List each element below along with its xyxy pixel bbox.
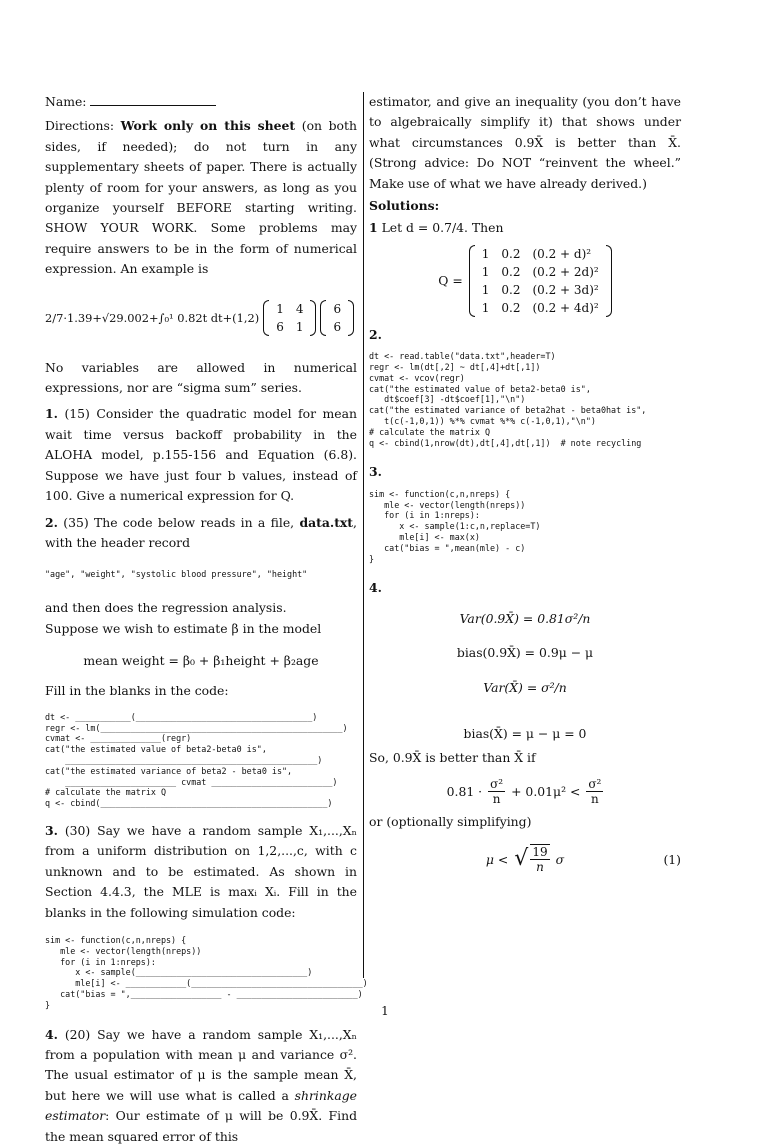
sqrt-icon: √ (514, 846, 529, 872)
solution-1 (369, 218, 681, 238)
equation-number: (1) (663, 852, 681, 868)
fill-blanks-text: Fill in the blanks in the code: (45, 683, 229, 699)
column-divider (363, 92, 364, 978)
example-expr-text: 2/7·1.39+√29.002+∫₀¹ 0.82t dt+(1,2) (45, 310, 260, 325)
q-matrix (469, 245, 612, 317)
example-matrix-2-cell: 6 (333, 319, 342, 334)
q-matrix-cell: (0.2 + 4d)² (532, 300, 599, 315)
name-line (45, 92, 357, 112)
solution-3-code: sim <- function(c,n,nreps) { mle <- vector(length(nreps)) for (i in 1:nreps): x <- sample(1:c,n,replace=T) mle[i] <- max(x) cat("bias = ",mean(mle) - c) } (369, 488, 541, 564)
ineq-den-1: n (492, 791, 501, 806)
directions-rest: (on both sides, if needed); do not turn in any supplementary sheets of paper. There is actually plenty of room for your answers, as long as you organize yourself BEFORE starting writing. SHOW YOUR WORK. Some problems may require answers to be in the form of numerical expression. An example is (45, 118, 357, 277)
ineq-fraction-2 (586, 777, 603, 806)
problem-3 (45, 821, 357, 923)
final-num: 19 (532, 845, 548, 860)
q-label: Q = (438, 273, 463, 289)
ineq-den-2: n (591, 791, 599, 806)
solution-3-number: 3. (369, 464, 382, 480)
regression-text: and then does the regression analysis. (45, 600, 287, 616)
problem-3-text: (30) Say we have a random sample X₁,...,Xₙ from a uniform distribution on 1,2,...,c, with c unknown and to be estimated. As shown in Section 4.4.3, the MLE is maxᵢ Xᵢ. Fill in the blanks in the following simulation code: (45, 822, 357, 920)
directions-paragraph (45, 116, 357, 279)
solution-2-number: 2. (369, 326, 382, 342)
no-variables-note: No variables are allowed in numerical expressions, nor are “sigma sum” series. (45, 359, 357, 396)
q-matrix-cell: 1 (481, 282, 490, 297)
solution-1-text: Let d = 0.7/4. Then (381, 220, 504, 236)
problem-2-text-a: (35) The code below reads in a file, (63, 514, 295, 530)
example-matrix-1-row (270, 300, 309, 318)
problem-2-number: 2. (45, 514, 58, 530)
q-matrix-cell: 1 (481, 246, 490, 261)
q-matrix-cell: 1 (481, 300, 490, 315)
q-matrix-cell: 1 (481, 264, 490, 279)
example-matrix-2-row (327, 300, 347, 318)
solutions-heading: Solutions: (369, 198, 440, 214)
equation-var-shrink: Var(0.9X̄) = 0.81σ²/n (459, 610, 591, 626)
solution-4-number: 4. (369, 580, 382, 596)
ineq-num-2: σ² (588, 776, 602, 791)
final-fraction (530, 844, 549, 874)
right-column (369, 92, 681, 880)
problem-2 (45, 513, 357, 554)
left-column (45, 92, 368, 1147)
example-matrix-2 (320, 300, 354, 336)
final-den: n (536, 860, 544, 875)
problem-1-number: 1. (45, 406, 58, 422)
comparison-text: So, 0.9X̄ is better than X̄ if (369, 750, 536, 766)
problem-4 (45, 1025, 357, 1147)
example-expression (45, 300, 357, 336)
q-matrix-cell: 0.2 (501, 300, 521, 315)
page-number: 1 (381, 1004, 389, 1018)
name-label: Name: (45, 94, 87, 109)
problem-4-text-a: (20) Say we have a random sample X₁,...,Xₙ from a population with mean μ and variance σ². The usual estimator of μ is the sample mean X̄, but here we will use what is called a (45, 1026, 357, 1103)
ineq-left: 0.81 · (446, 783, 483, 799)
q-matrix-cell: 0.2 (501, 282, 521, 297)
q-matrix-cell: (0.2 + 3d)² (532, 282, 599, 297)
final-right: σ (555, 851, 565, 867)
q-matrix-cell: 0.2 (501, 264, 521, 279)
example-matrix-1-cell: 6 (276, 319, 284, 334)
problem-3-number: 3. (45, 822, 58, 838)
problem-4-text-b: : Our estimate of μ will be 0.9X̄. Find the mean squared error of this (45, 1108, 357, 1144)
final-inequality (369, 844, 681, 874)
example-matrix-1 (263, 300, 316, 336)
problem-1 (45, 404, 357, 506)
equation-bias-mean: bias(X̄) = μ − μ = 0 (463, 726, 587, 742)
final-left: μ < (485, 851, 509, 867)
header-record-code: "age", "weight", "systolic blood pressure", "height" (45, 569, 308, 580)
problem-3-code: sim <- function(c,n,nreps) { mle <- vector(length(nreps)) for (i in 1:nreps): x <- sample(__________________________________) mle[i] <- ____________(__________________________________) cat("bias = ",__________________ - ________________________) } (45, 934, 368, 1010)
inequality (369, 777, 681, 806)
problem-2-code: dt <- ___________(___________________________________) regr <- lm(________________________________________________) cvmat <- ______________(regr) cat("the estimated value of beta2-beta0 is", __________________________________________________) cat("the estimated variance of beta2 - beta0 is", ______________________ cvmat ________________________) # calculate the matrix Q q <- cbind(_____________________________________________) (45, 711, 348, 809)
q-matrix-cell: (0.2 + d)² (532, 246, 592, 261)
simplify-text: or (optionally simplifying) (369, 813, 532, 829)
example-matrix-1-cell: 1 (276, 301, 284, 316)
ineq-mid: + 0.01μ² < (511, 783, 581, 799)
model-equation: mean weight = β₀ + β₁height + β₂age (83, 652, 319, 668)
example-matrix-2-row (327, 318, 347, 336)
directions-label: Directions: (45, 118, 115, 134)
example-matrix-1-cell: 1 (295, 319, 304, 334)
solution-2-code: dt <- read.table("data.txt",header=T) regr <- lm(dt[,2] ~ dt[,4]+dt[,1]) cvmat <- vcov(regr) cat("the estimated value of beta2-beta0 is", dt$coef[3] -dt$coef[1],"\n") cat("the estimated variance of beta2hat - beta0hat is", t(c(-1,0,1)) %*% cvmat %*% c(-1,0,1),"\n") # calculate the matrix Q q <- cbind(1,nrow(dt),dt[,4],dt[,1]) # note recycling (369, 351, 647, 448)
q-matrix-row (476, 245, 605, 263)
problem-4-italic: shrinkage estimator (45, 1087, 357, 1124)
example-matrix-2-cell: 6 (333, 301, 342, 316)
q-matrix-row (476, 299, 605, 317)
problem-4-continuation: estimator, and give an inequality (you don’t have to algebraically simplify it) that shows under what circumstances 0.9X̄ is better than X̄. (Strong advice: Do NOT “reinvent the wheel.” Make use of what we have already derived.) (369, 94, 681, 191)
equation-bias-shrink: bias(0.9X̄) = 0.9μ − μ (456, 645, 594, 661)
q-matrix-equation (369, 245, 681, 317)
example-matrix-1-cell: 4 (295, 301, 304, 316)
ineq-num-1: σ² (490, 776, 504, 791)
equation-var-mean: Var(X̄) = σ²/n (483, 679, 567, 695)
problem-2-text-b: , with the header record (45, 514, 357, 550)
q-matrix-row (476, 281, 605, 299)
q-matrix-row (476, 263, 605, 281)
q-matrix-cell: 0.2 (501, 246, 521, 261)
problem-2-file: data.txt (299, 514, 354, 530)
final-inequality-row (369, 840, 681, 880)
q-matrix-cell: (0.2 + 2d)² (532, 264, 599, 279)
example-matrix-1-row (270, 318, 309, 336)
estimate-text: Suppose we wish to estimate β in the model (45, 620, 322, 636)
name-blank (90, 93, 216, 106)
problem-4-number: 4. (45, 1026, 58, 1042)
problem-1-text: (15) Consider the quadratic model for mean wait time versus backoff probability in the ALOHA model, p.155-156 and Equation (6.8). Suppose we have just four b values, instead of 100. Give a numerical expression for Q. (45, 406, 357, 504)
directions-bold: Work only on this sheet (120, 118, 296, 134)
solution-1-number: 1 (369, 220, 378, 236)
ineq-fraction-1 (488, 777, 505, 806)
